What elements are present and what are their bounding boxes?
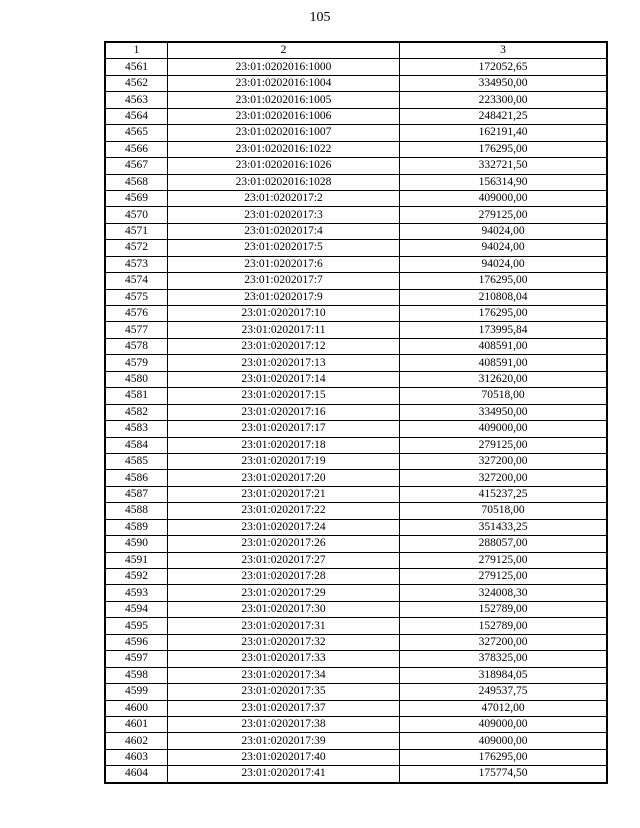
cell-cadastral-number: 23:01:0202017:39 [168,733,400,749]
header-cell-value: 3 [400,43,607,59]
cell-number: 4576 [106,306,168,322]
header-cell-number: 1 [106,43,168,59]
cell-cadastral-number: 23:01:0202017:40 [168,749,400,765]
cell-cadastral-number: 23:01:0202017:34 [168,667,400,683]
cell-value: 332721,50 [400,158,607,174]
cell-value: 94024,00 [400,223,607,239]
table-row [106,519,607,535]
cell-cadastral-number: 23:01:0202017:3 [168,207,400,223]
cell-cadastral-number: 23:01:0202017:12 [168,338,400,354]
cell-number: 4604 [106,766,168,782]
table-row [106,651,607,667]
cell-cadastral-number: 23:01:0202016:1007 [168,125,400,141]
cell-number: 4562 [106,75,168,91]
cell-value: 70518,00 [400,503,607,519]
table-row [106,536,607,552]
cell-value: 152789,00 [400,618,607,634]
table-row [106,141,607,157]
cell-number: 4569 [106,190,168,206]
cell-value: 318984,05 [400,667,607,683]
cell-number: 4598 [106,667,168,683]
cell-cadastral-number: 23:01:0202017:21 [168,486,400,502]
cell-value: 409000,00 [400,190,607,206]
cell-value: 378325,00 [400,651,607,667]
cell-value: 327200,00 [400,470,607,486]
cell-cadastral-number: 23:01:0202016:1028 [168,174,400,190]
cell-number: 4603 [106,749,168,765]
cell-cadastral-number: 23:01:0202017:31 [168,618,400,634]
cell-cadastral-number: 23:01:0202017:28 [168,569,400,585]
cell-number: 4574 [106,273,168,289]
cell-cadastral-number: 23:01:0202016:1004 [168,75,400,91]
cell-cadastral-number: 23:01:0202017:17 [168,421,400,437]
cell-cadastral-number: 23:01:0202017:2 [168,190,400,206]
cell-number: 4564 [106,108,168,124]
cell-cadastral-number: 23:01:0202016:1006 [168,108,400,124]
cell-cadastral-number: 23:01:0202017:18 [168,437,400,453]
cell-number: 4561 [106,59,168,75]
table-row [106,207,607,223]
page-number: 105 [309,10,331,25]
cell-value: 279125,00 [400,437,607,453]
cell-cadastral-number: 23:01:0202017:15 [168,388,400,404]
cell-number: 4572 [106,240,168,256]
cell-value: 327200,00 [400,634,607,650]
cell-cadastral-number: 23:01:0202017:29 [168,585,400,601]
cell-number: 4586 [106,470,168,486]
table-row [106,569,607,585]
cell-number: 4588 [106,503,168,519]
cell-cadastral-number: 23:01:0202017:26 [168,536,400,552]
table-row [106,486,607,502]
cell-cadastral-number: 23:01:0202017:32 [168,634,400,650]
cell-value: 70518,00 [400,388,607,404]
cell-cadastral-number: 23:01:0202017:22 [168,503,400,519]
cell-value: 409000,00 [400,716,607,732]
cell-value: 223300,00 [400,92,607,108]
cell-number: 4579 [106,355,168,371]
table-row [106,749,607,765]
cell-cadastral-number: 23:01:0202017:7 [168,273,400,289]
table-row [106,733,607,749]
cell-value: 409000,00 [400,421,607,437]
cell-number: 4571 [106,223,168,239]
cell-number: 4601 [106,716,168,732]
cell-number: 4590 [106,536,168,552]
cell-value: 176295,00 [400,749,607,765]
cell-number: 4589 [106,519,168,535]
table-row [106,338,607,354]
cell-value: 279125,00 [400,207,607,223]
cell-number: 4584 [106,437,168,453]
cell-value: 415237,25 [400,486,607,502]
table-row [106,453,607,469]
table-body [106,59,607,782]
table-row [106,503,607,519]
cell-cadastral-number: 23:01:0202017:16 [168,404,400,420]
cell-cadastral-number: 23:01:0202017:27 [168,552,400,568]
cell-value: 327200,00 [400,453,607,469]
cell-cadastral-number: 23:01:0202017:35 [168,684,400,700]
cell-cadastral-number: 23:01:0202017:9 [168,289,400,305]
cell-cadastral-number: 23:01:0202016:1000 [168,59,400,75]
cell-number: 4599 [106,684,168,700]
cell-cadastral-number: 23:01:0202016:1022 [168,141,400,157]
table-row [106,92,607,108]
table-row [106,125,607,141]
cell-cadastral-number: 23:01:0202017:20 [168,470,400,486]
cell-number: 4596 [106,634,168,650]
cell-value: 324008,30 [400,585,607,601]
cell-value: 94024,00 [400,256,607,272]
cell-number: 4565 [106,125,168,141]
cell-value: 248421,25 [400,108,607,124]
table-row [106,190,607,206]
table-row [106,322,607,338]
cell-number: 4566 [106,141,168,157]
cell-value: 279125,00 [400,569,607,585]
cell-cadastral-number: 23:01:0202017:4 [168,223,400,239]
cell-number: 4582 [106,404,168,420]
cell-cadastral-number: 23:01:0202017:33 [168,651,400,667]
cell-number: 4570 [106,207,168,223]
cell-number: 4563 [106,92,168,108]
table-row [106,404,607,420]
table-row [106,355,607,371]
table-row [106,634,607,650]
cell-number: 4581 [106,388,168,404]
cell-value: 176295,00 [400,306,607,322]
table-row [106,289,607,305]
table-row [106,256,607,272]
cadastral-value-table [105,42,607,783]
cell-cadastral-number: 23:01:0202017:41 [168,766,400,782]
cell-number: 4602 [106,733,168,749]
cell-cadastral-number: 23:01:0202017:13 [168,355,400,371]
cell-value: 173995,84 [400,322,607,338]
cell-cadastral-number: 23:01:0202017:14 [168,371,400,387]
cell-number: 4573 [106,256,168,272]
table-row [106,470,607,486]
cell-value: 176295,00 [400,141,607,157]
table-row [106,108,607,124]
cell-value: 408591,00 [400,355,607,371]
cell-number: 4600 [106,700,168,716]
table-row [106,585,607,601]
cell-number: 4583 [106,421,168,437]
cell-cadastral-number: 23:01:0202017:30 [168,601,400,617]
cell-cadastral-number: 23:01:0202017:37 [168,700,400,716]
cell-cadastral-number: 23:01:0202017:11 [168,322,400,338]
cell-number: 4585 [106,453,168,469]
table-row [106,59,607,75]
cell-value: 156314,90 [400,174,607,190]
cell-value: 176295,00 [400,273,607,289]
cell-cadastral-number: 23:01:0202017:38 [168,716,400,732]
table-row [106,700,607,716]
cell-value: 334950,00 [400,75,607,91]
cell-cadastral-number: 23:01:0202017:24 [168,519,400,535]
table-row [106,601,607,617]
table-row [106,306,607,322]
cell-number: 4592 [106,569,168,585]
cell-cadastral-number: 23:01:0202017:19 [168,453,400,469]
table-row [106,667,607,683]
cell-value: 334950,00 [400,404,607,420]
cell-cadastral-number: 23:01:0202017:10 [168,306,400,322]
header-cell-cadastral-number: 2 [168,43,400,59]
cell-number: 4567 [106,158,168,174]
cell-value: 94024,00 [400,240,607,256]
cell-number: 4578 [106,338,168,354]
cell-number: 4568 [106,174,168,190]
cell-value: 210808,04 [400,289,607,305]
cell-cadastral-number: 23:01:0202017:5 [168,240,400,256]
cell-value: 351433,25 [400,519,607,535]
cell-number: 4587 [106,486,168,502]
table-row [106,273,607,289]
cell-number: 4594 [106,601,168,617]
table-header [106,43,607,59]
cell-value: 249537,75 [400,684,607,700]
cell-value: 152789,00 [400,601,607,617]
cell-number: 4577 [106,322,168,338]
table-row [106,552,607,568]
table-row [106,716,607,732]
cell-number: 4591 [106,552,168,568]
table-row [106,421,607,437]
cell-cadastral-number: 23:01:0202017:6 [168,256,400,272]
table-row [106,240,607,256]
cell-number: 4580 [106,371,168,387]
table-row [106,437,607,453]
cell-value: 47012,00 [400,700,607,716]
cell-value: 162191,40 [400,125,607,141]
cell-number: 4595 [106,618,168,634]
cell-number: 4593 [106,585,168,601]
cell-value: 312620,00 [400,371,607,387]
cell-number: 4597 [106,651,168,667]
cell-value: 175774,50 [400,766,607,782]
cell-cadastral-number: 23:01:0202016:1026 [168,158,400,174]
cell-value: 408591,00 [400,338,607,354]
table-row [106,223,607,239]
table-row [106,388,607,404]
table-row [106,174,607,190]
table-row [106,618,607,634]
table-row [106,158,607,174]
table-row [106,766,607,782]
cell-value: 288057,00 [400,536,607,552]
cell-number: 4575 [106,289,168,305]
cell-cadastral-number: 23:01:0202016:1005 [168,92,400,108]
table-row [106,371,607,387]
header-row [106,43,607,59]
cell-value: 279125,00 [400,552,607,568]
cell-value: 172052,65 [400,59,607,75]
table-row [106,684,607,700]
cell-value: 409000,00 [400,733,607,749]
table-row [106,75,607,91]
